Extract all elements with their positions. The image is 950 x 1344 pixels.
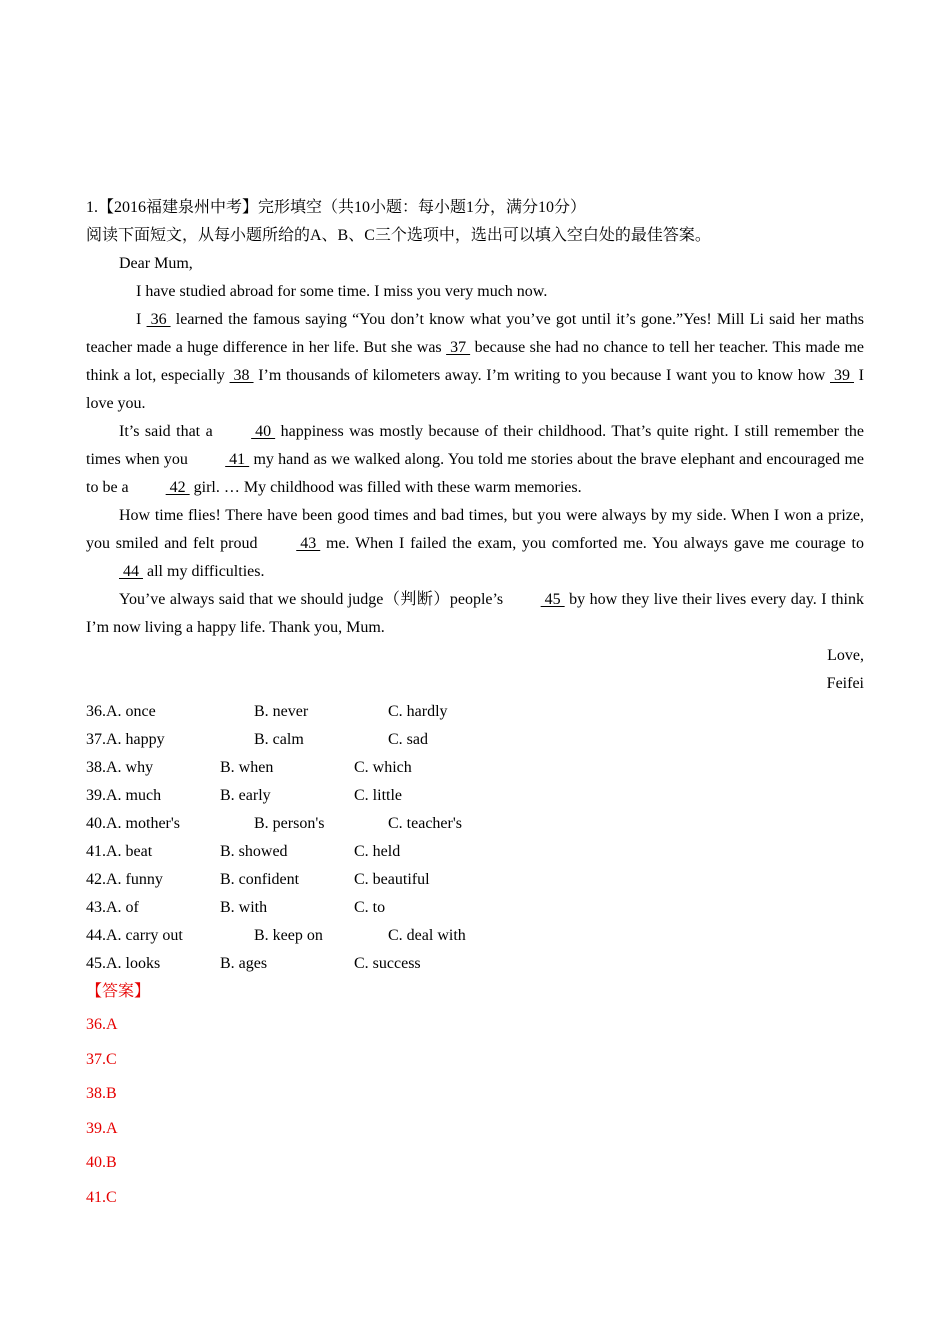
- blank-37: 37: [446, 339, 471, 356]
- p3-text-1: It’s said that a: [119, 423, 219, 440]
- p5-text-2: by how they live their lives every day. I think I’m now living a happy life. Thank you, Mum.: [86, 591, 864, 636]
- option-row: [86, 922, 864, 950]
- option-a: 45.A. looks: [86, 955, 161, 972]
- option-b: B. early: [220, 787, 271, 804]
- option-b: B. when: [220, 759, 274, 776]
- p2-text-1: I: [136, 311, 147, 328]
- option-c: C. beautiful: [354, 871, 430, 888]
- p2-text-2: learned the famous saying “You don’t know what you’ve got until it’s gone.”Yes! Mill Li said her maths teacher made a huge difference in her life. But she was: [86, 311, 865, 356]
- answer-item: 38.B: [86, 1085, 117, 1103]
- option-b: B. keep on: [254, 927, 323, 944]
- answer-section: [86, 978, 864, 1216]
- option-c: C. teacher's: [388, 815, 462, 832]
- p3-text-4: girl. … My childhood was filled with these warm memories.: [189, 479, 582, 496]
- blank-43: 43: [296, 535, 321, 552]
- p4-text-2: me. When I failed the exam, you comforted me. You always gave me courage to: [320, 535, 864, 552]
- p2-text-3: because she had no chance to tell her teacher. This made me think a lot, especially: [86, 339, 864, 384]
- option-c: C. held: [354, 843, 401, 860]
- option-c: C. which: [354, 759, 412, 776]
- option-c: C. sad: [388, 731, 428, 748]
- letter-paragraph-2: [86, 306, 864, 418]
- option-a: 38.A. why: [86, 759, 154, 776]
- option-row: [86, 894, 864, 922]
- p3-text-3: my hand as we walked along. You told me stories about the brave elephant and encouraged me to be a: [86, 451, 864, 496]
- p2-text-5: I love you.: [86, 367, 864, 412]
- blank-39: 39: [830, 367, 854, 384]
- document-page: [86, 194, 864, 1216]
- p4-text-3: all my difficulties.: [143, 563, 265, 580]
- question-header: 1.【2016福建泉州中考】完形填空（共10小题：每小题1分，满分10分）: [86, 199, 587, 216]
- answer-item: 36.A: [86, 1016, 118, 1033]
- blank-41: 41: [225, 451, 250, 468]
- option-row: [86, 782, 864, 810]
- option-row: [86, 866, 864, 894]
- options-list: [86, 698, 864, 978]
- option-row: [86, 838, 864, 866]
- blank-42: 42: [165, 479, 190, 496]
- option-c: C. success: [354, 955, 421, 972]
- answer-list: [86, 1008, 864, 1216]
- option-a: 42.A. funny: [86, 871, 163, 888]
- letter-paragraph-1: I have studied abroad for some time. I miss you very much now.: [136, 283, 548, 300]
- blank-38: 38: [229, 367, 254, 384]
- option-row: [86, 754, 864, 782]
- option-a: 40.A. mother's: [86, 815, 180, 832]
- letter-paragraph-4: [86, 502, 864, 586]
- option-c: C. hardly: [388, 703, 448, 720]
- letter-salutation: Dear Mum,: [119, 255, 193, 272]
- option-b: B. confident: [220, 871, 300, 888]
- letter-paragraph-5: [86, 586, 864, 642]
- option-row: [86, 950, 864, 978]
- letter-closing: Love,: [827, 647, 864, 664]
- option-a: 41.A. beat: [86, 843, 153, 860]
- option-a: 43.A. of: [86, 899, 139, 916]
- answer-item: 37.C: [86, 1050, 117, 1068]
- option-a: 44.A. carry out: [86, 927, 183, 944]
- option-c: C. deal with: [388, 927, 466, 944]
- option-c: C. little: [354, 787, 402, 804]
- option-a: 37.A. happy: [86, 731, 165, 748]
- answer-title: 【答案】: [86, 983, 151, 1000]
- option-b: B. never: [254, 703, 309, 720]
- answer-item: 40.B: [86, 1154, 117, 1172]
- option-a: 36.A. once: [86, 703, 156, 720]
- blank-36: 36: [146, 311, 171, 328]
- option-b: B. ages: [220, 955, 268, 972]
- p5-text-1: You’ve always said that we should judge（判断）people’s: [119, 591, 508, 608]
- answer-item: 39.A: [86, 1119, 118, 1137]
- blank-40: 40: [251, 423, 276, 440]
- option-row: [86, 726, 864, 754]
- option-b: B. calm: [254, 731, 304, 748]
- letter-paragraph-3: [86, 418, 864, 502]
- option-a: 39.A. much: [86, 787, 162, 804]
- option-row: [86, 810, 864, 838]
- option-b: B. with: [220, 899, 268, 916]
- option-row: [86, 698, 864, 726]
- blank-45: 45: [540, 591, 565, 608]
- option-c: C. to: [354, 899, 386, 916]
- p3-text-2: happiness was mostly because of their childhood. That’s quite right. I still remember the times when you: [86, 423, 865, 468]
- blank-44: 44: [119, 563, 143, 580]
- option-b: B. showed: [220, 843, 288, 860]
- p4-text-1: How time flies! There have been good times and bad times, but you were always by my side. When I won a prize, you smiled and felt proud: [86, 507, 864, 552]
- option-b: B. person's: [254, 815, 325, 832]
- answer-item: 41.C: [86, 1188, 117, 1206]
- p2-text-4: I’m thousands of kilometers away. I’m writing to you because I want you to know how: [253, 367, 830, 384]
- letter-signature: Feifei: [826, 675, 864, 692]
- question-instruction: 阅读下面短文，从每小题所给的A、B、C三个选项中，选出可以填入空白处的最佳答案。: [86, 227, 711, 244]
